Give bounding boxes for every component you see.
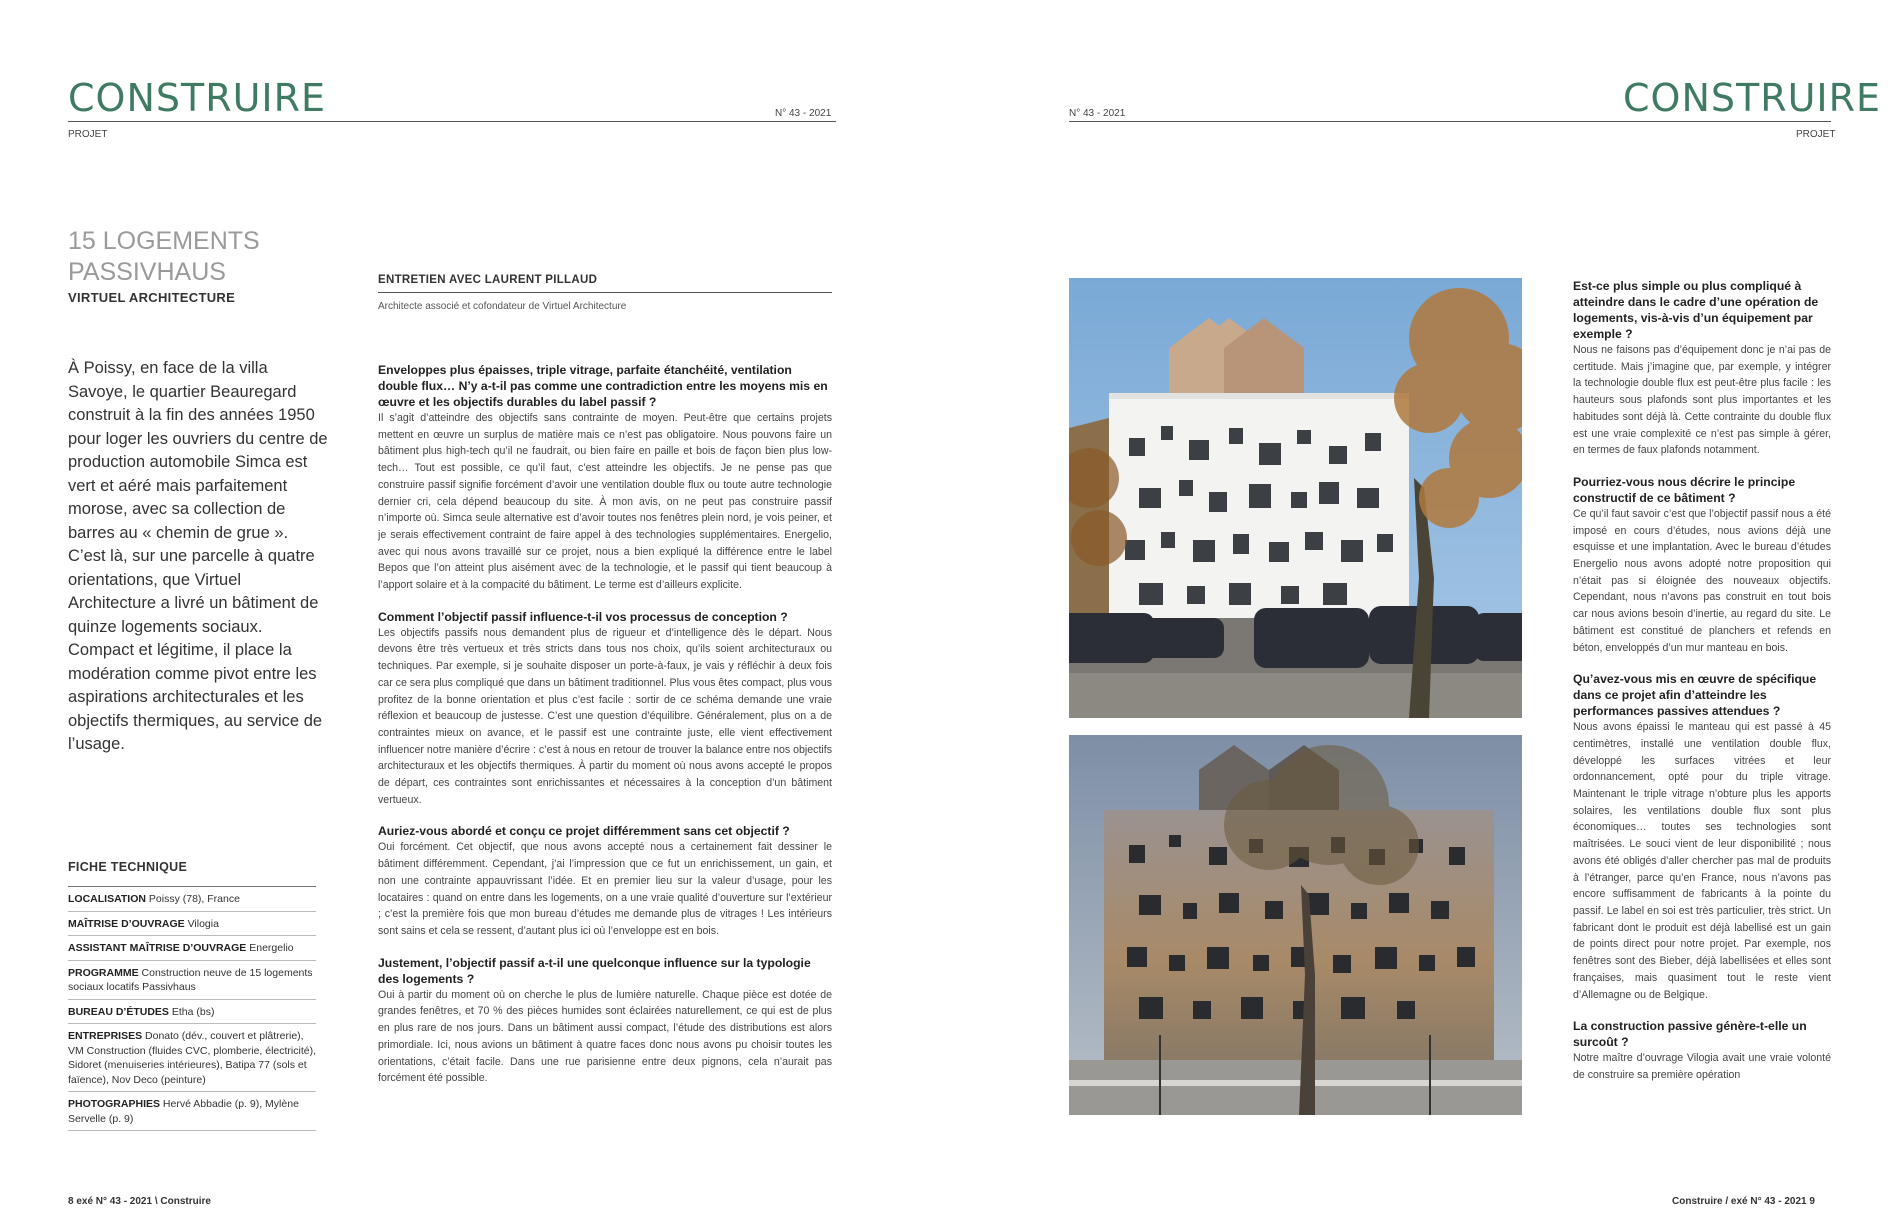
fiche-row: MAÎTRISE D’OUVRAGE Vilogia xyxy=(68,912,316,937)
interview-body xyxy=(378,362,832,1102)
header-rule xyxy=(68,121,836,122)
question: Pourriez-vous nous décrire le principe constructif de ce bâtiment ? xyxy=(1573,474,1796,505)
question: Enveloppes plus épaisses, triple vitrage, parfaite étanchéité, ventilation double flux… N’y a-t-il pas comme une contradiction entre les moyens mis en œuvre et les objectifs durables du label passif ? xyxy=(378,363,828,409)
fiche-row: PHOTOGRAPHIES Hervé Abbadie (p. 9), Mylène Servelle (p. 9) xyxy=(68,1092,316,1131)
building-photo-wood xyxy=(1069,735,1522,1115)
answer: Oui à partir du moment où on cherche le plus de lumière naturelle. Chaque pièce est dotée de grandes fenêtres, et 70 % des pièces humides sont éclairées naturellement, ce qui est de plus en plus rare de nos jours. Dans un bâtiment aussi compact, l’étude des distributions est alors primordiale. Ici, nous avions un bâtiment à quatre faces donc nous avons pu choisir toutes les orientations, c’était facile. Dans une rue parisienne entre deux pignons, cela n’aurait pas forcément été possible. xyxy=(378,988,832,1085)
fiche-technique xyxy=(68,860,316,1131)
question: Justement, l’objectif passif a-t-il une quelconque influence sur la typologie des logements ? xyxy=(378,955,811,986)
interview-body-right xyxy=(1573,278,1831,1099)
answer: Il s’agit d’atteindre des objectifs sans contrainte de moyen. Peut-être que certains projets mettent en œuvre un surplus de matière mais ce n’est pas obligatoire. Nous pouvons faire un bâtiment plus high-tech qu’il ne faudrait, ou bien faire en paille et bois de façon bien plus low-tech… Tout est possible, ce qu’il faut, c’est atteindre les objectifs. Je ne pense pas que construire passif signifie forcément d’avoir une ventilation double flux ou toute autre technologie dernier cri, cela dépend beaucoup du site. À mon avis, on ne peut pas construire passif n’importe où. Simca seule alternative est d’avoir toutes nos fenêtres plein nord, je vois peiner, et je serais effectivement contraint de faire appel à des technologies supplémentaires. Energelio, avec qui nous avons travaillé sur ce projet, nous a bien expliqué la différence entre le label Bepos que l’on atteint plus aisément avec de la technologie, et le passif qui tient beaucoup à l’apport solaire et à la compacité du bâtiment. Le terme est d’ailleurs explicite. xyxy=(378,412,832,592)
fiche-row: ASSISTANT MAÎTRISE D’OUVRAGE Energelio xyxy=(68,936,316,961)
interview-heading: ENTRETIEN AVEC LAURENT PILLAUD xyxy=(378,274,832,293)
answer: Oui forcément. Cet objectif, que nous avons accepté nous a certainement fait dessiner le bâtiment différemment. Cependant, j’ai l’impression que ce fut un enrichissement, un gain, et non une contrainte appauvrissant l’idée. Et en premier lieu sur la valeur d’usage, pour les locataires : quand on entre dans les logements, on a une vraie qualité d’ouverture sur l’extérieur ; c’est la première fois que mon bureau d’études me demande plus de vitrages ! Les intérieurs sont sains et cela se ressent, d’autant plus ici où l’enveloppe est en bois. xyxy=(378,841,832,937)
fiche-title: FICHE TECHNIQUE xyxy=(68,860,316,887)
answer: Nous ne faisons pas d’équipement donc je n’ai pas de certitude. Mais j’imagine que, par exemple, y intégrer la technologie double flux est peut-être plus facile : les hauteurs sous plafonds sont plus importantes et les habitudes sont déjà là. Cette contrainte du double flux est une vraie complexité ce n’est pas simple à gérer, en termes de faux plafonds notamment. xyxy=(1573,344,1831,457)
section-label-right: PROJET xyxy=(1796,129,1836,140)
question: La construction passive génère-t-elle un surcoût ? xyxy=(1573,1019,1807,1050)
issue-number: N° 43 - 2021 xyxy=(775,108,832,119)
fiche-row: BUREAU D’ÉTUDES Etha (bs) xyxy=(68,1000,316,1025)
answer: Notre maître d’ouvrage Vilogia avait une vraie volonté de construire sa première opération xyxy=(1573,1052,1831,1081)
fiche-row: ENTREPRISES Donato (dév., couvert et plâtrerie), VM Construction (fluides CVC, plomberie, électricité), Sidoret (menuiseries intérieures), Batipa 77 (sols et faïence), Nov Deco (peinture) xyxy=(68,1024,316,1092)
article-title xyxy=(68,226,368,305)
issue-number-right: N° 43 - 2021 xyxy=(1069,108,1126,119)
answer: Ce qu’il faut savoir c’est que l’objectif passif nous a été imposé en cours d’études, nous avions déjà une esquisse et une implantation. Avec le bureau d’études Energelio nous avons adopté notre proposition qui n’était pas si éloignée des nouveaux objectifs. Cependant, nous n’avons pas construit en tout bois car nous avions besoin d’inertie, au regard du site. Le bâtiment est constitué de planchers et refends en béton, enveloppés d’un mur manteau en bois. xyxy=(1573,507,1831,654)
answer: Nous avons épaissi le manteau qui est passé à 45 centimètres, installé une ventilation double flux, développé les surfaces vitrées et leur ordonnancement, opté pour du triple vitrage. Maintenant le triple vitrage n’obture plus les apports solaires, les ventilations double flux sont plus économiques… toutes ses technologies sont maîtrisées. Le souci vient de leur disponibilité ; nous avons été obligés d’aller chercher pas mal de produits à l’étranger, parce qu’en France, nous n’avons pas encore suffisamment de fabricants à la pointe du passif. Le label en soi est très particulier, très strict. Un fabricant dont le produit est déjà labellisé est un gain de points direct pour notre projet. Par exemple, nos fenêtres sont des Bieber, déjà labellisées et elles sont françaises, mais quasiment tout le reste vient d’Allemagne ou de Belgique. xyxy=(1573,721,1831,1001)
interview-subheading: Architecte associé et cofondateur de Virtuel Architecture xyxy=(378,301,627,312)
section-label: PROJET xyxy=(68,129,108,140)
title-line-1: 15 LOGEMENTS xyxy=(68,227,260,255)
question: Auriez-vous abordé et conçu ce projet différemment sans cet objectif ? xyxy=(378,824,790,839)
building-photo-white xyxy=(1069,278,1522,718)
interview-header xyxy=(378,274,832,312)
answer: Les objectifs passifs nous demandent plus de rigueur et d’intelligence dès le départ. Nous devons être très vertueux et très stricts dans tous nos choix, qu’ils soient architecturaux ou techniques. Par exemple, si je souhaite disposer un porte-à-faux, je vais y réfléchir à deux fois car ce sera plus compliqué que dans un bâtiment traditionnel. Plus vous êtes compact, plus vous profitez de la bonne orientation et plus c’est facile : sortir de ce schéma demande une vraie réflexion et beaucoup de justesse. C’est une question d’équilibre. Généralement, plus on a de contraintes mieux on avance, et le passif est une contrainte juste, elle vient effectivement influencer notre manière d’écrire : c’est à nous en retour de trouver la balance entre nos objectifs architecturaux et les objectifs thermiques. À partir du moment où nous avons accepté le propos de départ, ces contraintes sont enrichissantes et nécessaires à la conception d’un bâtiment vertueux. xyxy=(378,626,833,806)
title-line-2: PASSIVHAUS xyxy=(68,258,226,286)
header-rule-right xyxy=(1069,121,1831,122)
question: Comment l’objectif passif influence-t-il vos processus de conception ? xyxy=(378,609,788,624)
logo: CONSTRUIRE xyxy=(68,76,327,120)
page-footer-right: Construire / exé N° 43 - 2021 9 xyxy=(1672,1196,1815,1207)
logo-right: CONSTRUIRE xyxy=(1623,76,1882,120)
question: Est-ce plus simple ou plus compliqué à atteindre dans le cadre d’une opération de logements, vis-à-vis d’un équipement par exemple ? xyxy=(1573,279,1819,341)
intro-paragraph: À Poissy, en face de la villa Savoye, le quartier Beauregard construit à la fin des années 1950 pour loger les ouvriers du centre de production automobile Simca est vert et aéré mais parfaitement morose, avec sa collection de barres au « chemin de grue ». C’est là, sur une parcelle à quatre orientations, que Virtuel Architecture a livré un bâtiment de quinze logements sociaux. Compact et légitime, il place la modération comme pivot entre les aspirations architecturales et les objectifs thermiques, au service de l’usage. xyxy=(68,359,328,753)
fiche-row: PROGRAMME Construction neuve de 15 logements sociaux locatifs Passivhaus xyxy=(68,961,316,1000)
fiche-row: LOCALISATION Poissy (78), France xyxy=(68,887,316,912)
page-footer-left: 8 exé N° 43 - 2021 \ Construire xyxy=(68,1196,211,1207)
architect-name: VIRTUEL ARCHITECTURE xyxy=(68,290,236,305)
question: Qu’avez-vous mis en œuvre de spécifique dans ce projet afin d’atteindre les performances passives attendues ? xyxy=(1573,672,1817,719)
